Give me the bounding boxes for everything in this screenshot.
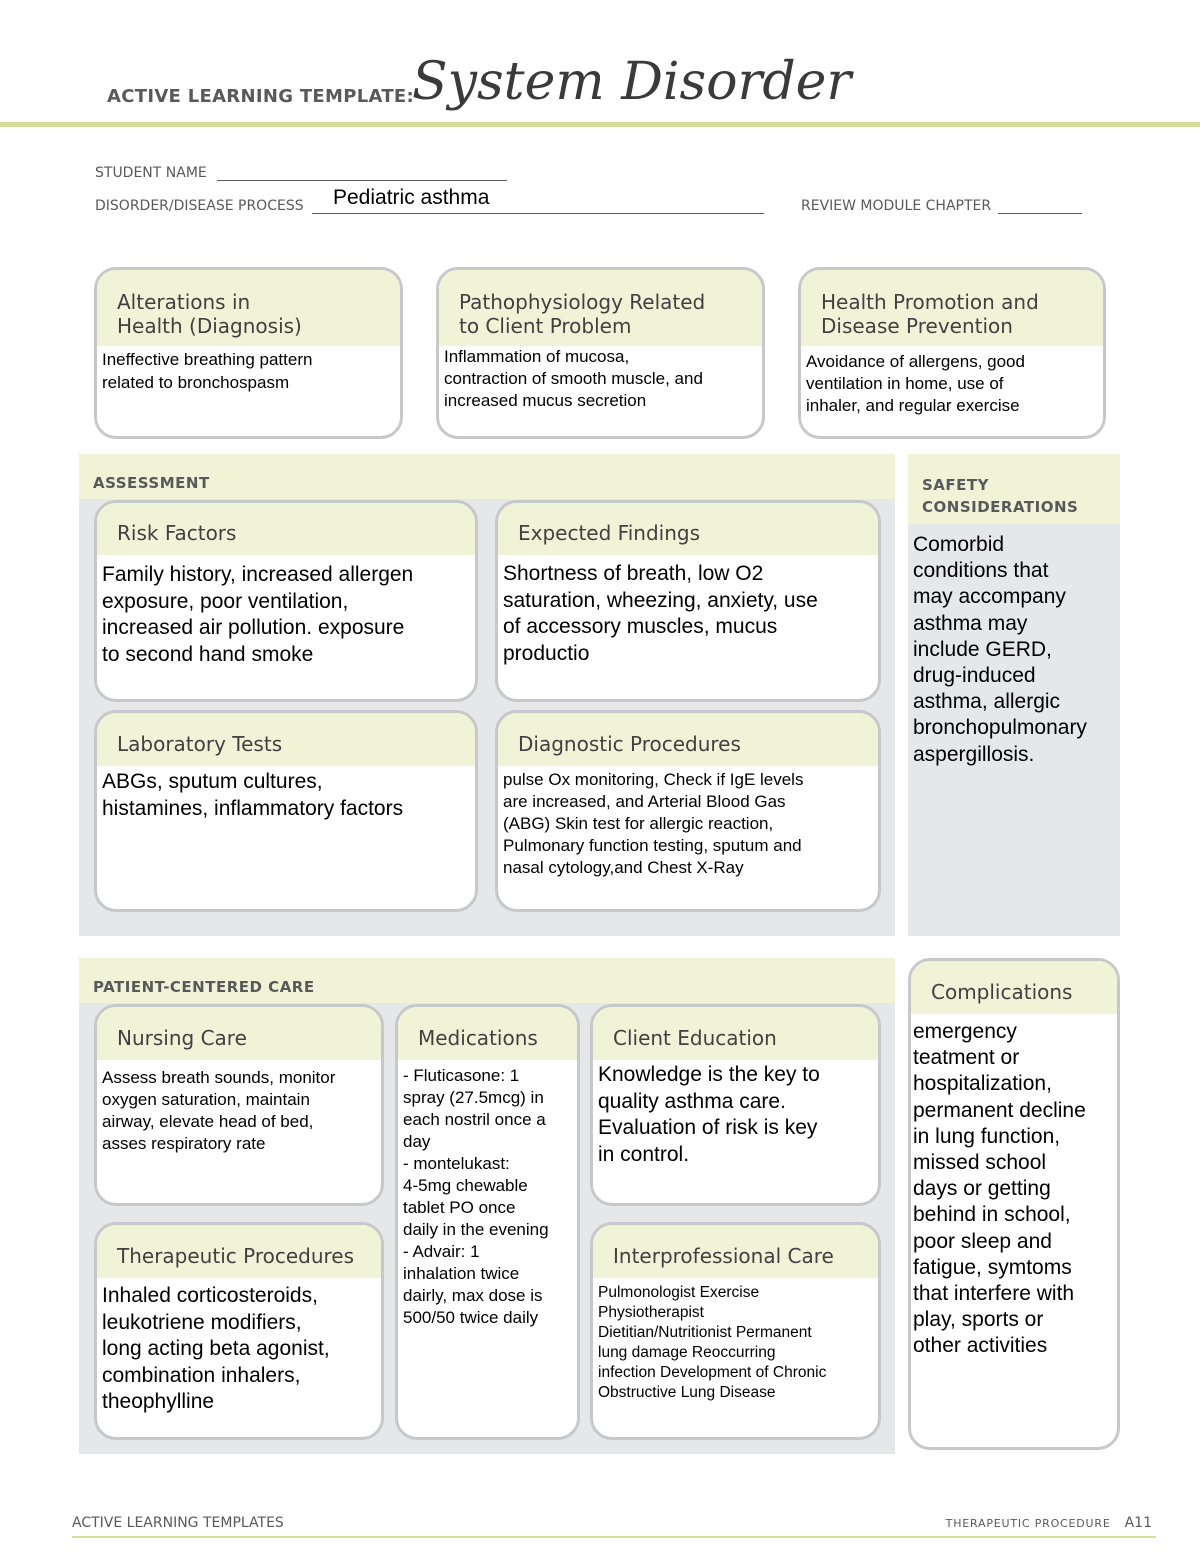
diagnostic-procedures-body: pulse Ox monitoring, Check if IgE levels are increased, and Arterial Blood Gas (ABG) Skin test for allergic reaction, Pulmonary function testing, sputum and nasal cytology,and Chest X-Ray [503, 770, 804, 877]
page-title: System Disorder [412, 52, 852, 112]
laboratory-tests-title: Laboratory Tests [97, 713, 475, 766]
risk-factors-box [94, 500, 478, 702]
complications-title: Complications [911, 961, 1117, 1014]
alterations-in-health-box [94, 267, 403, 439]
safety-panel [908, 454, 1120, 936]
footer-left-label: ACTIVE LEARNING TEMPLATES [72, 1515, 284, 1531]
nursing-care-box [94, 1004, 384, 1206]
risk-factors-body: Family history, increased allergen exposure, poor ventilation, increased air pollution. exposure to second hand smoke [102, 563, 414, 666]
alterations-in-health-body: Ineffective breathing pattern related to bronchospasm [102, 350, 313, 392]
client-education-box [590, 1004, 881, 1206]
page-number: A11 [1124, 1515, 1152, 1531]
medications-body: - Fluticasone: 1 spray (27.5mcg) in each nostril once a day - montelukast: 4-5mg chewable tablet PO once daily in the evening - Advair: 1 inhalation twice dairly, max dose is 500/50 twice daily [403, 1066, 549, 1327]
nursing-care-body: Assess breath sounds, monitor oxygen saturation, maintain airway, elevate head of bed, asses respiratory rate [102, 1068, 336, 1153]
health-promotion-title: Health Promotion and Disease Prevention [801, 270, 1103, 346]
nursing-care-title: Nursing Care [97, 1007, 381, 1060]
alterations-in-health-title: Alterations in Health (Diagnosis) [97, 270, 400, 346]
safety-label: SAFETY CONSIDERATIONS [922, 476, 1079, 516]
assessment-label: ASSESSMENT [93, 474, 210, 492]
review-module-field[interactable] [998, 200, 1082, 214]
template-label: ACTIVE LEARNING TEMPLATE: [107, 86, 414, 107]
footer-divider [72, 1536, 1156, 1538]
medications-title: Medications [398, 1007, 577, 1060]
disorder-value: Pediatric asthma [333, 186, 490, 209]
patient-centered-care-label: PATIENT-CENTERED CARE [93, 978, 315, 996]
complications-body: emergency teatment or hospitalization, permanent decline in lung function, missed school days or getting behind in school, poor sleep and fatigue, symtoms that interfere with play, sports or other activities [913, 1020, 1086, 1358]
student-name-label: STUDENT NAME [95, 165, 207, 181]
therapeutic-procedures-body: Inhaled corticosteroids, leukotriene modifiers, long acting beta agonist, combination inhalers, theophylline [102, 1284, 330, 1413]
client-education-title: Client Education [593, 1007, 878, 1060]
health-promotion-body: Avoidance of allergens, good ventilation in home, use of inhaler, and regular exercise [806, 352, 1025, 415]
client-education-body: Knowledge is the key to quality asthma care. Evaluation of risk is key in control. [598, 1063, 820, 1166]
pathophysiology-title: Pathophysiology Related to Client Problem [439, 270, 762, 346]
therapeutic-procedures-box [94, 1222, 384, 1440]
disorder-label: DISORDER/DISEASE PROCESS [95, 198, 304, 214]
diagnostic-procedures-box [495, 710, 881, 912]
student-name-row [95, 165, 507, 181]
footer-section-label: THERAPEUTIC PROCEDURE [945, 1517, 1111, 1530]
expected-findings-title: Expected Findings [498, 503, 878, 555]
interprofessional-care-box [590, 1222, 881, 1440]
laboratory-tests-body: ABGs, sputum cultures, histamines, inflammatory factors [102, 770, 404, 820]
risk-factors-title: Risk Factors [97, 503, 475, 555]
header-divider [0, 122, 1200, 127]
pathophysiology-body: Inflammation of mucosa, contraction of smooth muscle, and increased mucus secretion [444, 347, 703, 410]
complications-box [908, 958, 1120, 1450]
pathophysiology-box [436, 267, 765, 439]
medications-box [395, 1004, 580, 1440]
interprofessional-care-title: Interprofessional Care [593, 1225, 878, 1278]
therapeutic-procedures-title: Therapeutic Procedures [97, 1225, 381, 1278]
interprofessional-care-body: Pulmonologist Exercise Physiotherapist Dietitian/Nutritionist Permanent lung damage Reoccurring infection Development of Chronic Obstructive Lung Disease [598, 1284, 827, 1401]
safety-body: Comorbid conditions that may accompany asthma may include GERD, drug-induced asthma, allergic bronchopulmonary aspergillosis. [913, 533, 1087, 766]
review-module-row [801, 198, 1082, 214]
student-name-field[interactable] [217, 167, 507, 181]
expected-findings-box [495, 500, 881, 702]
expected-findings-body: Shortness of breath, low O2 saturation, wheezing, anxiety, use of accessory muscles, mucus productio [503, 562, 818, 665]
health-promotion-box [798, 267, 1106, 439]
review-module-label: REVIEW MODULE CHAPTER [801, 198, 992, 214]
footer-right [946, 1515, 1152, 1531]
laboratory-tests-box [94, 710, 478, 912]
diagnostic-procedures-title: Diagnostic Procedures [498, 713, 878, 766]
